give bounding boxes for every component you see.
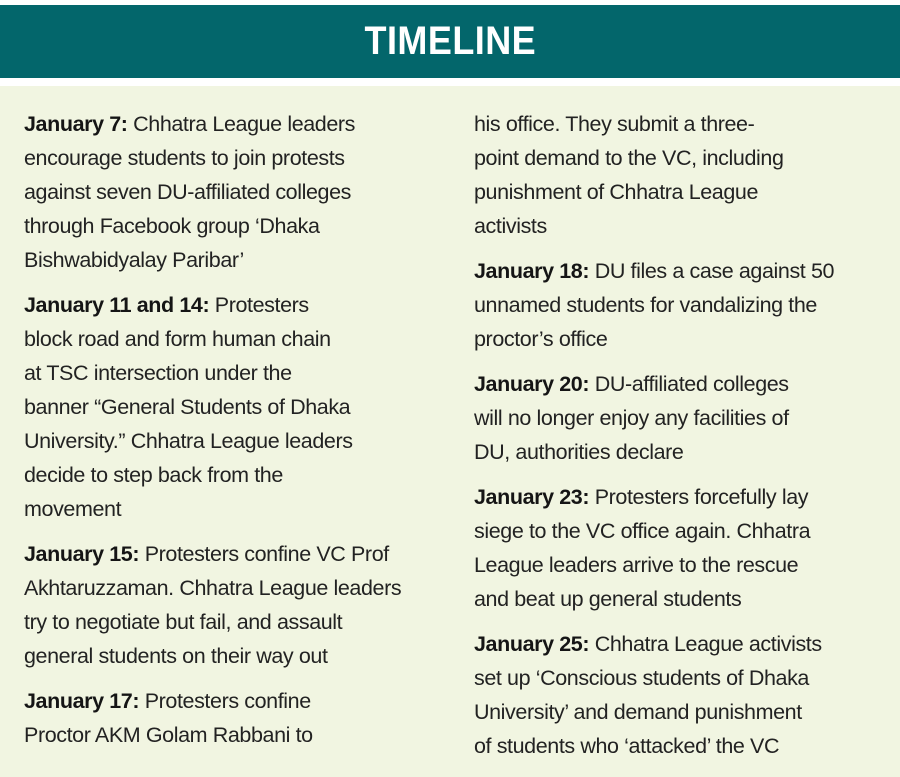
entry-text: Chhatra League leaders bbox=[127, 112, 356, 136]
entry-text: University.” Chhatra League leaders bbox=[24, 429, 353, 453]
entry-text: punishment of Chhatra League bbox=[474, 180, 759, 204]
entry-line bbox=[474, 548, 900, 582]
timeline-entry bbox=[24, 107, 464, 277]
entry-text: University’ and demand punishment bbox=[474, 700, 802, 724]
entry-line bbox=[474, 661, 900, 695]
timeline-body bbox=[0, 86, 900, 777]
entry-text: activists bbox=[474, 214, 547, 238]
entry-date: January 15: bbox=[24, 542, 140, 566]
timeline-header bbox=[0, 5, 900, 78]
timeline-entry bbox=[474, 367, 900, 469]
timeline-column-left bbox=[24, 107, 464, 763]
entry-text: of students who ‘attacked’ the VC bbox=[474, 734, 780, 758]
entry-date: January 25: bbox=[474, 632, 590, 656]
entry-text: DU, authorities declare bbox=[474, 440, 684, 464]
entry-date: January 7: bbox=[24, 112, 128, 136]
entry-date: January 18: bbox=[474, 259, 590, 283]
entry-line bbox=[24, 424, 464, 458]
entry-text: his office. They submit a three- bbox=[474, 112, 755, 136]
entry-text: banner “General Students of Dhaka bbox=[24, 395, 351, 419]
entry-date: January 17: bbox=[24, 689, 140, 713]
entry-line bbox=[474, 367, 900, 401]
entry-line bbox=[24, 537, 464, 571]
entry-line bbox=[24, 684, 464, 718]
entry-text: Proctor AKM Golam Rabbani to bbox=[24, 723, 313, 747]
timeline-entry bbox=[474, 254, 900, 356]
entry-line bbox=[24, 492, 464, 526]
entry-date: January 23: bbox=[474, 485, 590, 509]
entry-text: and beat up general students bbox=[474, 587, 742, 611]
entry-text: Protesters bbox=[209, 293, 309, 317]
entry-text: League leaders arrive to the rescue bbox=[474, 553, 799, 577]
entry-text: set up ‘Conscious students of Dhaka bbox=[474, 666, 809, 690]
entry-line bbox=[24, 718, 464, 752]
entry-text: at TSC intersection under the bbox=[24, 361, 292, 385]
entry-line bbox=[474, 729, 900, 763]
entry-line bbox=[474, 288, 900, 322]
entry-text: will no longer enjoy any facilities of bbox=[474, 406, 789, 430]
entry-text: against seven DU-affiliated colleges bbox=[24, 180, 352, 204]
entry-line bbox=[24, 175, 464, 209]
entry-text: through Facebook group ‘Dhaka bbox=[24, 214, 320, 238]
entry-text: Protesters confine VC Prof bbox=[139, 542, 389, 566]
entry-line bbox=[24, 322, 464, 356]
entry-line bbox=[474, 514, 900, 548]
entry-line bbox=[474, 480, 900, 514]
entry-line bbox=[24, 356, 464, 390]
entry-line bbox=[474, 141, 900, 175]
timeline-entry bbox=[24, 537, 464, 673]
timeline-entry bbox=[474, 627, 900, 763]
entry-text: point demand to the VC, including bbox=[474, 146, 784, 170]
entry-line bbox=[24, 639, 464, 673]
entry-text: Chhatra League activists bbox=[589, 632, 822, 656]
entry-date: January 20: bbox=[474, 372, 590, 396]
entry-line bbox=[474, 695, 900, 729]
entry-line bbox=[474, 582, 900, 616]
entry-text: block road and form human chain bbox=[24, 327, 331, 351]
entry-line bbox=[24, 605, 464, 639]
entry-line bbox=[24, 571, 464, 605]
entry-line bbox=[24, 141, 464, 175]
entry-date: January 11 and 14: bbox=[24, 293, 210, 317]
timeline-entry bbox=[474, 107, 900, 243]
entry-line bbox=[474, 254, 900, 288]
entry-text: DU-affiliated colleges bbox=[589, 372, 789, 396]
entry-text: DU files a case against 50 bbox=[589, 259, 835, 283]
entry-line bbox=[474, 627, 900, 661]
entry-text: Protesters forcefully lay bbox=[589, 485, 809, 509]
timeline-column-right bbox=[474, 107, 900, 774]
entry-line bbox=[24, 107, 464, 141]
entry-line bbox=[24, 458, 464, 492]
entry-line bbox=[474, 107, 900, 141]
page-title: TIMELINE bbox=[364, 19, 536, 63]
entry-line bbox=[474, 175, 900, 209]
entry-text: Protesters confine bbox=[139, 689, 311, 713]
entry-text: proctor’s office bbox=[474, 327, 608, 351]
entry-line bbox=[474, 322, 900, 356]
entry-text: try to negotiate but fail, and assault bbox=[24, 610, 343, 634]
entry-line bbox=[24, 209, 464, 243]
entry-text: movement bbox=[24, 497, 122, 521]
entry-line bbox=[24, 243, 464, 277]
entry-text: Akhtaruzzaman. Chhatra League leaders bbox=[24, 576, 402, 600]
entry-text: decide to step back from the bbox=[24, 463, 283, 487]
entry-line bbox=[24, 288, 464, 322]
entry-text: general students on their way out bbox=[24, 644, 328, 668]
timeline-entry bbox=[24, 684, 464, 752]
entry-text: Bishwabidyalay Paribar’ bbox=[24, 248, 244, 272]
entry-line bbox=[474, 209, 900, 243]
entry-line bbox=[474, 401, 900, 435]
entry-line bbox=[24, 390, 464, 424]
timeline-entry bbox=[24, 288, 464, 526]
entry-line bbox=[474, 435, 900, 469]
timeline-entry bbox=[474, 480, 900, 616]
entry-text: unnamed students for vandalizing the bbox=[474, 293, 817, 317]
entry-text: siege to the VC office again. Chhatra bbox=[474, 519, 811, 543]
entry-text: encourage students to join protests bbox=[24, 146, 345, 170]
